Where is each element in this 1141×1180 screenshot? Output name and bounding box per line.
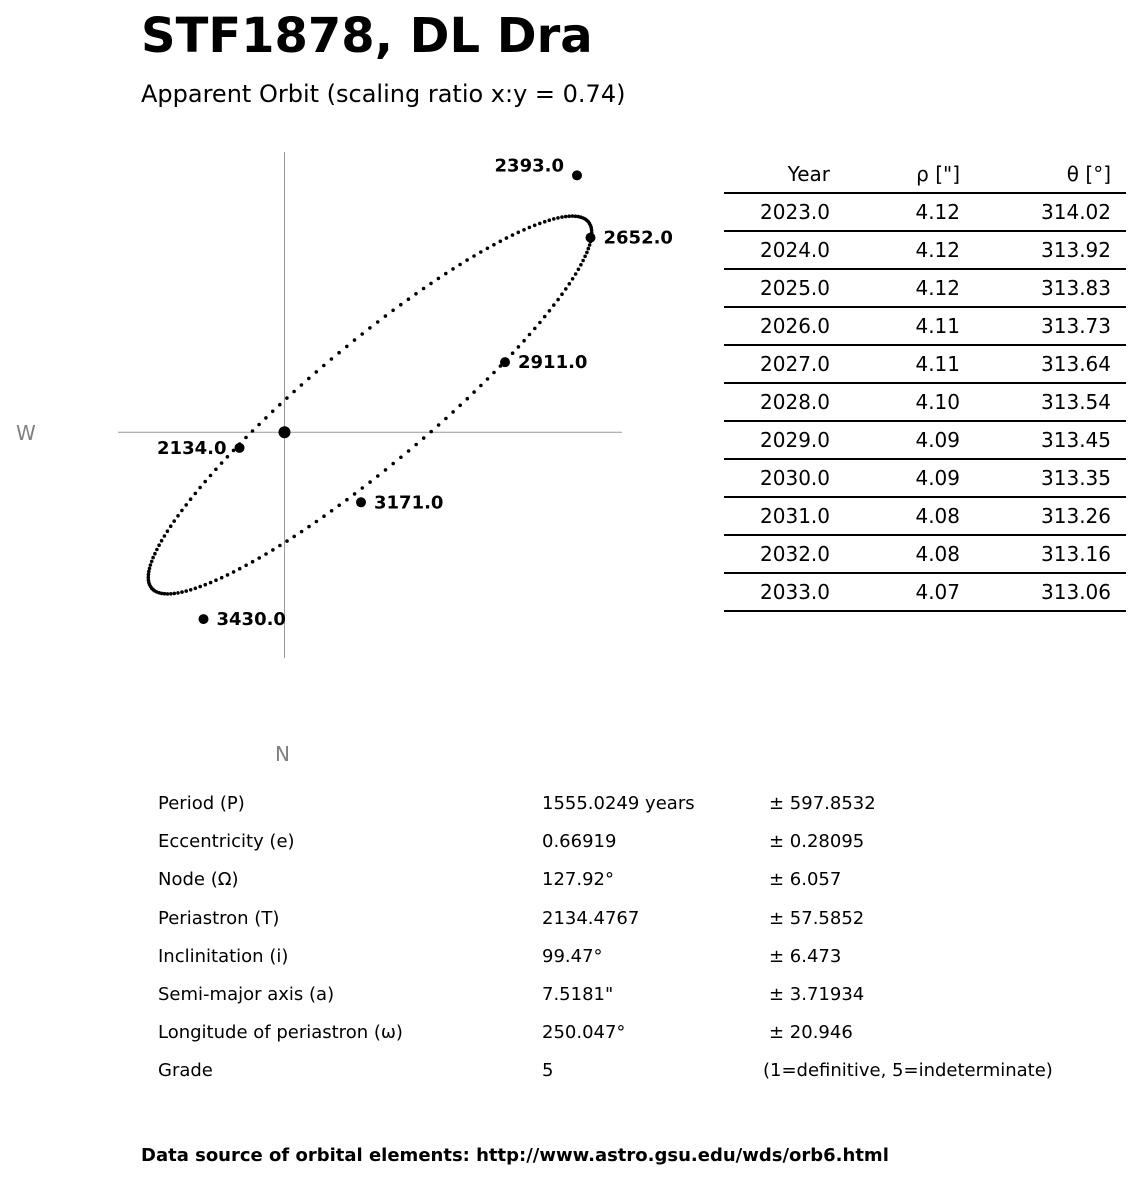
element-error: ± 57.5852 xyxy=(769,907,865,929)
cell-year: 2026.0 xyxy=(724,307,830,345)
orbit-dot xyxy=(577,268,581,272)
cell-theta: 313.64 xyxy=(960,345,1111,383)
orbit-dot xyxy=(264,552,268,556)
orbit-dot xyxy=(166,529,170,533)
epoch-label: 2134.0 xyxy=(157,437,227,459)
orbit-dot xyxy=(414,292,418,296)
orbit-dot xyxy=(517,345,521,349)
orbit-dot xyxy=(204,583,208,587)
orbit-dot xyxy=(568,282,572,286)
orbit-dot xyxy=(226,573,230,577)
orbit-dot xyxy=(407,449,411,453)
orbit-dot xyxy=(353,492,357,496)
orbit-dot xyxy=(361,486,365,490)
orbit-dot xyxy=(465,258,469,262)
orbit-dot xyxy=(585,219,589,223)
epoch-label: 3430.0 xyxy=(216,609,286,631)
orbit-dot xyxy=(538,321,542,325)
orbit-dot xyxy=(552,217,556,221)
cell-theta: 313.83 xyxy=(960,269,1111,307)
cell-year: 2029.0 xyxy=(724,421,830,459)
cell-year: 2028.0 xyxy=(724,383,830,421)
orbit-dot xyxy=(251,560,255,564)
ephemeris-row xyxy=(724,231,1126,269)
orbit-dot xyxy=(300,383,304,387)
orbit-dot xyxy=(444,417,448,421)
orbit-dot xyxy=(153,552,157,556)
epoch-point xyxy=(235,443,245,453)
orbit-dot xyxy=(511,233,515,237)
orbit-dot xyxy=(189,497,193,501)
cell-rho: 4.08 xyxy=(830,535,960,573)
orbit-dot xyxy=(285,396,289,400)
cell-rho: 4.08 xyxy=(830,497,960,535)
ephemeris-row xyxy=(724,193,1126,231)
orbit-dot xyxy=(198,486,202,490)
orbit-dot xyxy=(285,539,289,543)
ephemeris-header-row xyxy=(724,156,1126,193)
orbit-dot xyxy=(422,287,426,291)
cell-theta: 313.26 xyxy=(960,497,1111,535)
orbit-dot xyxy=(360,332,364,336)
orbit-dot xyxy=(583,254,587,258)
orbit-dot xyxy=(155,548,159,552)
orbit-dot xyxy=(189,588,193,592)
element-name: Node (Ω) xyxy=(158,869,239,891)
orbit-dot xyxy=(147,570,151,574)
ephemeris-rows xyxy=(724,193,1126,611)
orbit-dot xyxy=(458,404,462,408)
orbit-dot xyxy=(486,247,490,251)
cell-pad xyxy=(1111,497,1126,535)
orbit-dot xyxy=(151,556,155,560)
orbit-dot xyxy=(571,277,575,281)
orbit-dot xyxy=(157,543,161,547)
element-error: ± 6.057 xyxy=(769,869,842,891)
orbit-dot xyxy=(257,423,261,427)
orbit-dot xyxy=(479,250,483,254)
orbit-dot xyxy=(581,259,585,263)
element-value: 127.92° xyxy=(542,869,614,891)
orbit-dot xyxy=(564,287,568,291)
epoch-label: 2652.0 xyxy=(603,227,673,249)
ephemeris-row xyxy=(724,383,1126,421)
orbit-path xyxy=(147,214,594,595)
orbit-dot xyxy=(560,292,564,296)
ephemeris-row xyxy=(724,535,1126,573)
chart-title: STF1878, DL Dra xyxy=(141,8,593,64)
orbit-dot xyxy=(384,314,388,318)
orbit-dot xyxy=(198,585,202,589)
orbit-dot xyxy=(149,563,153,567)
orbit-dot xyxy=(353,338,357,342)
cell-year: 2031.0 xyxy=(724,497,830,535)
orbit-dot xyxy=(322,364,326,368)
cell-year: 2027.0 xyxy=(724,345,830,383)
orbit-dot xyxy=(184,589,188,593)
element-name: Period (P) xyxy=(158,793,245,814)
epoch-point xyxy=(572,170,582,180)
cell-theta: 313.16 xyxy=(960,535,1111,573)
compass-north: N xyxy=(275,742,290,766)
orbit-dot xyxy=(244,564,248,568)
epoch-label: 2911.0 xyxy=(518,352,588,374)
orbit-dot xyxy=(407,297,411,301)
cell-year: 2025.0 xyxy=(724,269,830,307)
element-value: 250.047° xyxy=(542,1022,626,1044)
orbit-dot xyxy=(345,345,349,349)
orbit-dot xyxy=(533,224,537,228)
cell-pad xyxy=(1111,269,1126,307)
element-name: Periastron (T) xyxy=(158,907,280,929)
epoch-point xyxy=(586,233,596,243)
orbit-dot xyxy=(278,403,282,407)
orbit-dot xyxy=(148,567,152,571)
header-rho: ρ ["] xyxy=(830,156,960,193)
orbit-dot xyxy=(176,514,180,518)
ephemeris-row xyxy=(724,269,1126,307)
cell-rho: 4.12 xyxy=(830,193,960,231)
header-theta: θ [°] xyxy=(960,156,1111,193)
cell-rho: 4.09 xyxy=(830,459,960,497)
epoch-label: 2393.0 xyxy=(494,155,564,177)
ephemeris-row xyxy=(724,421,1126,459)
orbit-dot xyxy=(429,282,433,286)
cell-rho: 4.11 xyxy=(830,307,960,345)
orbit-dot xyxy=(451,267,455,271)
element-name: Eccentricity (e) xyxy=(158,831,295,853)
orbit-dot xyxy=(271,410,275,414)
cell-rho: 4.09 xyxy=(830,421,960,459)
orbit-dot xyxy=(556,298,560,302)
orbit-dot xyxy=(391,309,395,313)
element-error: ± 20.946 xyxy=(769,1022,853,1044)
orbit-dot xyxy=(548,309,552,313)
orbit-dot xyxy=(528,226,532,230)
orbit-dot xyxy=(169,524,173,528)
element-error: ± 597.8532 xyxy=(769,793,876,814)
cell-theta: 313.73 xyxy=(960,307,1111,345)
epoch-point xyxy=(356,497,366,507)
cell-rho: 4.07 xyxy=(830,573,960,611)
orbit-dot xyxy=(437,277,441,281)
orbit-dot xyxy=(399,456,403,460)
orbit-dot xyxy=(368,326,372,330)
chart-subtitle: Apparent Orbit (scaling ratio x:y = 0.74) xyxy=(141,80,626,108)
cell-pad xyxy=(1111,231,1126,269)
orbit-dot xyxy=(209,474,213,478)
element-value: 7.5181" xyxy=(542,983,614,1005)
compass-west: W xyxy=(16,421,36,445)
orbit-dot xyxy=(172,519,176,523)
orbit-plot xyxy=(0,0,700,790)
orbit-dot xyxy=(556,216,560,220)
primary-star xyxy=(279,426,291,438)
orbit-dot xyxy=(315,520,319,524)
element-value: 5 xyxy=(542,1060,554,1082)
orbit-dot xyxy=(214,468,218,472)
orbit-dot xyxy=(505,236,509,240)
orbit-dot xyxy=(180,509,184,513)
element-value: 0.66919 xyxy=(542,831,617,853)
cell-pad xyxy=(1111,535,1126,573)
data-source-note: Data source of orbital elements: http://www.astro.gsu.edu/wds/orb6.html xyxy=(141,1145,889,1166)
epoch-points xyxy=(157,155,673,630)
orbit-dot xyxy=(376,474,380,478)
orbit-dot xyxy=(479,384,483,388)
orbit-dot xyxy=(458,263,462,267)
cell-pad xyxy=(1111,459,1126,497)
cell-year: 2032.0 xyxy=(724,535,830,573)
orbit-dot xyxy=(587,247,591,251)
epoch-point xyxy=(199,614,209,624)
orbit-dot xyxy=(414,443,418,447)
ephemeris-row xyxy=(724,497,1126,535)
cell-theta: 313.35 xyxy=(960,459,1111,497)
cell-theta: 314.02 xyxy=(960,193,1111,231)
orbit-dot xyxy=(429,430,433,434)
cell-rho: 4.12 xyxy=(830,269,960,307)
cell-year: 2030.0 xyxy=(724,459,830,497)
orbit-dot xyxy=(466,397,470,401)
orbit-dot xyxy=(160,539,164,543)
cell-rho: 4.12 xyxy=(830,231,960,269)
element-name: Grade xyxy=(158,1060,213,1082)
orbit-dot xyxy=(472,390,476,394)
orbit-dot xyxy=(244,436,248,440)
orbit-dot xyxy=(368,480,372,484)
orbit-dot xyxy=(292,535,296,539)
element-value: 2134.4767 xyxy=(542,907,640,929)
orbit-dot xyxy=(391,462,395,466)
element-name: Longitude of periastron (ω) xyxy=(158,1022,403,1044)
orbit-dot xyxy=(203,480,207,484)
cell-pad xyxy=(1111,307,1126,345)
orbit-dot xyxy=(384,468,388,472)
orbit-dot xyxy=(330,509,334,513)
orbit-dot xyxy=(238,567,242,571)
orbit-dot xyxy=(315,370,319,374)
orbit-dot xyxy=(330,357,334,361)
orbit-dot xyxy=(322,514,326,518)
orbit-dot xyxy=(209,581,213,585)
orbit-dot xyxy=(444,272,448,276)
orbit-dot xyxy=(150,560,154,564)
orbit-dot xyxy=(214,578,218,582)
orbit-dot xyxy=(511,351,515,355)
orbit-dot xyxy=(264,416,268,420)
orbit-dot xyxy=(163,534,167,538)
element-error: ± 3.71934 xyxy=(769,983,865,1005)
ephemeris-row xyxy=(724,573,1126,611)
orbit-dot xyxy=(220,576,224,580)
cell-year: 2033.0 xyxy=(724,573,830,611)
orbit-dot xyxy=(180,590,184,594)
epoch-point xyxy=(500,357,510,367)
orbit-dot xyxy=(451,410,455,414)
element-value: 99.47° xyxy=(542,945,603,967)
orbit-dot xyxy=(533,327,537,331)
orbit-dot xyxy=(173,592,177,596)
orbit-dot xyxy=(307,377,311,381)
epoch-label: 3171.0 xyxy=(374,492,444,514)
orbit-dot xyxy=(472,254,476,258)
cell-rho: 4.10 xyxy=(830,383,960,421)
orbit-dot xyxy=(517,231,521,235)
element-value: 1555.0249 years xyxy=(542,793,695,814)
orbit-dot xyxy=(300,530,304,534)
element-name: Semi-major axis (a) xyxy=(158,983,335,1005)
cell-theta: 313.45 xyxy=(960,421,1111,459)
orbit-dot xyxy=(588,243,592,247)
orbit-dot xyxy=(528,333,532,337)
element-error: ± 0.28095 xyxy=(769,831,865,853)
cell-year: 2023.0 xyxy=(724,193,830,231)
orbit-dot xyxy=(486,377,490,381)
orbit-dot xyxy=(337,504,341,508)
orbit-dot xyxy=(307,525,311,529)
plot-axes xyxy=(118,152,622,658)
orbit-dot xyxy=(337,351,341,355)
orbit-dot xyxy=(345,498,349,502)
orbit-dot xyxy=(292,390,296,394)
orbit-dot xyxy=(543,220,547,224)
orbit-dot xyxy=(422,436,426,440)
orbit-dot xyxy=(522,228,526,232)
ephemeris-row xyxy=(724,345,1126,383)
cell-pad xyxy=(1111,421,1126,459)
cell-pad xyxy=(1111,193,1126,231)
orbit-dot xyxy=(194,492,198,496)
cell-rho: 4.11 xyxy=(830,345,960,383)
orbit-dot xyxy=(220,461,224,465)
orbit-dot xyxy=(278,544,282,548)
cell-theta: 313.06 xyxy=(960,573,1111,611)
orbit-dot xyxy=(548,218,552,222)
orbit-dot xyxy=(376,320,380,324)
element-error: (1=definitive, 5=indeterminate) xyxy=(763,1060,1053,1082)
orbit-dot xyxy=(399,303,403,307)
orbit-dot xyxy=(492,371,496,375)
ephemeris-row xyxy=(724,459,1126,497)
orbit-dot xyxy=(538,222,542,226)
cell-pad xyxy=(1111,383,1126,421)
orbit-dot xyxy=(271,548,275,552)
orbit-dot xyxy=(251,429,255,433)
orbit-dot xyxy=(522,339,526,343)
orbit-dot xyxy=(232,570,236,574)
ephemeris-row xyxy=(724,307,1126,345)
cell-year: 2024.0 xyxy=(724,231,830,269)
cell-theta: 313.92 xyxy=(960,231,1111,269)
orbit-dot xyxy=(564,215,568,219)
cell-pad xyxy=(1111,573,1126,611)
element-name: Inclinitation (i) xyxy=(158,945,289,967)
orbit-dot xyxy=(176,591,180,595)
orbit-dot xyxy=(257,556,261,560)
orbit-dot xyxy=(184,503,188,507)
orbit-dot xyxy=(579,263,583,267)
cell-pad xyxy=(1111,345,1126,383)
orbit-dot xyxy=(543,315,547,319)
orbit-dot xyxy=(499,240,503,244)
element-error: ± 6.473 xyxy=(769,945,842,967)
orbit-dot xyxy=(574,272,578,276)
orbit-dot xyxy=(585,251,589,255)
orbit-dot xyxy=(552,303,556,307)
orbit-dot xyxy=(169,592,173,596)
orbit-dot xyxy=(560,215,564,219)
orbit-dot xyxy=(567,214,571,218)
orbit-dot xyxy=(492,243,496,247)
cell-theta: 313.54 xyxy=(960,383,1111,421)
orbit-dot xyxy=(437,423,441,427)
header-year: Year xyxy=(724,156,830,193)
orbit-dot xyxy=(194,587,198,591)
header-pad xyxy=(1111,156,1126,193)
ephemeris-table xyxy=(724,156,1126,612)
